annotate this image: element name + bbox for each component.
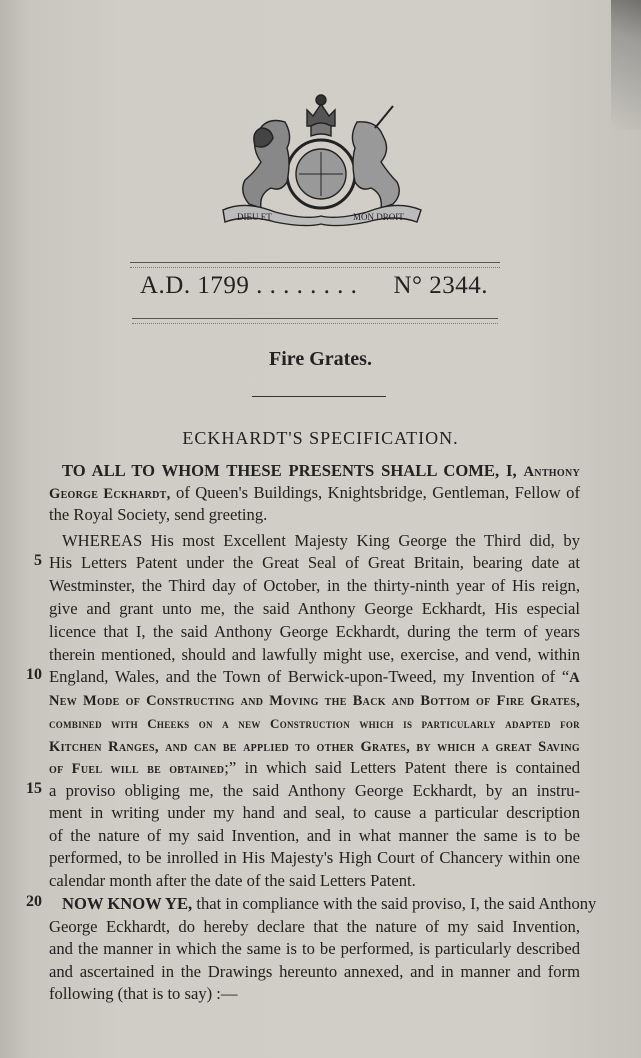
text-line	[62, 460, 580, 483]
invention-title: of Fuel will be obtained	[49, 761, 225, 777]
page-edge-shadow	[611, 0, 641, 130]
text-line: His Letters Patent under the Great Seal of Great Britain, bearing date at	[49, 553, 580, 572]
text-line: therein mentioned, should and lawfully might use, exercise, and vend, within	[49, 645, 580, 664]
text-line: WHEREAS His most Excellent Majesty King George the Third did, by	[62, 531, 580, 550]
text-line: NOW KNOW YE, that in compliance with the said proviso, I, the said Anthony	[62, 894, 597, 913]
invention-title: combined with Cheeks on a new Construction which is particularly adapted for	[49, 716, 580, 731]
preamble-caps: TO ALL TO WHOM THESE PRESENTS SHALL COME, I,	[62, 461, 517, 480]
invention-title: New Mode of Constructing and Moving the Back and Bottom of Fire Grates,	[49, 693, 580, 709]
patent-number-line	[140, 272, 500, 300]
text-line: Westminster, the Third day of October, in the thirty-ninth year of His reign,	[49, 576, 580, 595]
invention-title: Kitchen Ranges, and can be applied to other Grates, by which a great Saving	[49, 739, 580, 755]
motto-right: MON DROIT	[353, 212, 404, 222]
motto-left: DIEU ET	[237, 212, 272, 222]
text-line: performed, to be inrolled in His Majesty's High Court of Chancery within one	[49, 848, 580, 867]
line-number: 15	[26, 780, 42, 797]
patent-year: A.D. 1799 . . . . . . . .	[140, 272, 358, 299]
line-number: 20	[26, 893, 42, 910]
text-line: calendar month after the date of the said Letters Patent.	[49, 871, 416, 890]
text-line: of the nature of my said Invention, and in what manner the same is to be	[49, 826, 580, 845]
text-line	[49, 689, 580, 712]
text-line: the Royal Society, send greeting.	[49, 505, 268, 524]
text-line: give and grant unto me, the said Anthony George Eckhardt, His especial	[49, 599, 580, 618]
text-line: and ascertained in the Drawings hereunto annexed, and in manner and form	[49, 962, 580, 981]
lower-wavy-rule	[132, 318, 498, 324]
upper-wavy-rule	[130, 262, 500, 268]
line-number: 5	[34, 552, 42, 569]
inventor-name-first: Anthony	[523, 464, 580, 480]
text-line: licence that I, the said Anthony George Eckhardt, during the term of years	[49, 622, 580, 641]
text-line: a proviso obliging me, the said Anthony George Eckhardt, by an instru-	[49, 781, 580, 800]
text-line	[49, 735, 580, 758]
now-know-ye: NOW KNOW YE,	[62, 894, 193, 913]
text-line: and the manner in which the same is to be performed, is particularly described	[49, 939, 580, 958]
specification-heading: ECKHARDT'S SPECIFICATION.	[182, 428, 459, 448]
inventor-name-rest: George Eckhardt,	[49, 486, 171, 502]
royal-coat-of-arms	[215, 92, 427, 227]
text-line: England, Wales, and the Town of Berwick-upon-Tweed, my Invention of “A	[49, 667, 580, 686]
patent-number: N° 2344.	[393, 272, 488, 299]
text-line: following (that is to say) :—	[49, 984, 238, 1003]
title-divider	[252, 396, 386, 397]
text-line: George Eckhardt, of Queen's Buildings, Knightsbridge, Gentleman, Fellow of	[49, 483, 580, 502]
page-title: Fire Grates.	[269, 348, 372, 370]
text-line	[49, 712, 580, 735]
line-number: 10	[26, 666, 42, 683]
text-line: George Eckhardt, do hereby declare that the nature of my said Invention,	[49, 917, 580, 936]
text-line: ment in writing under my hand and seal, to cause a particular description	[49, 803, 580, 822]
text-line: of Fuel will be obtained;” in which said Letters Patent there is contained	[49, 758, 580, 777]
